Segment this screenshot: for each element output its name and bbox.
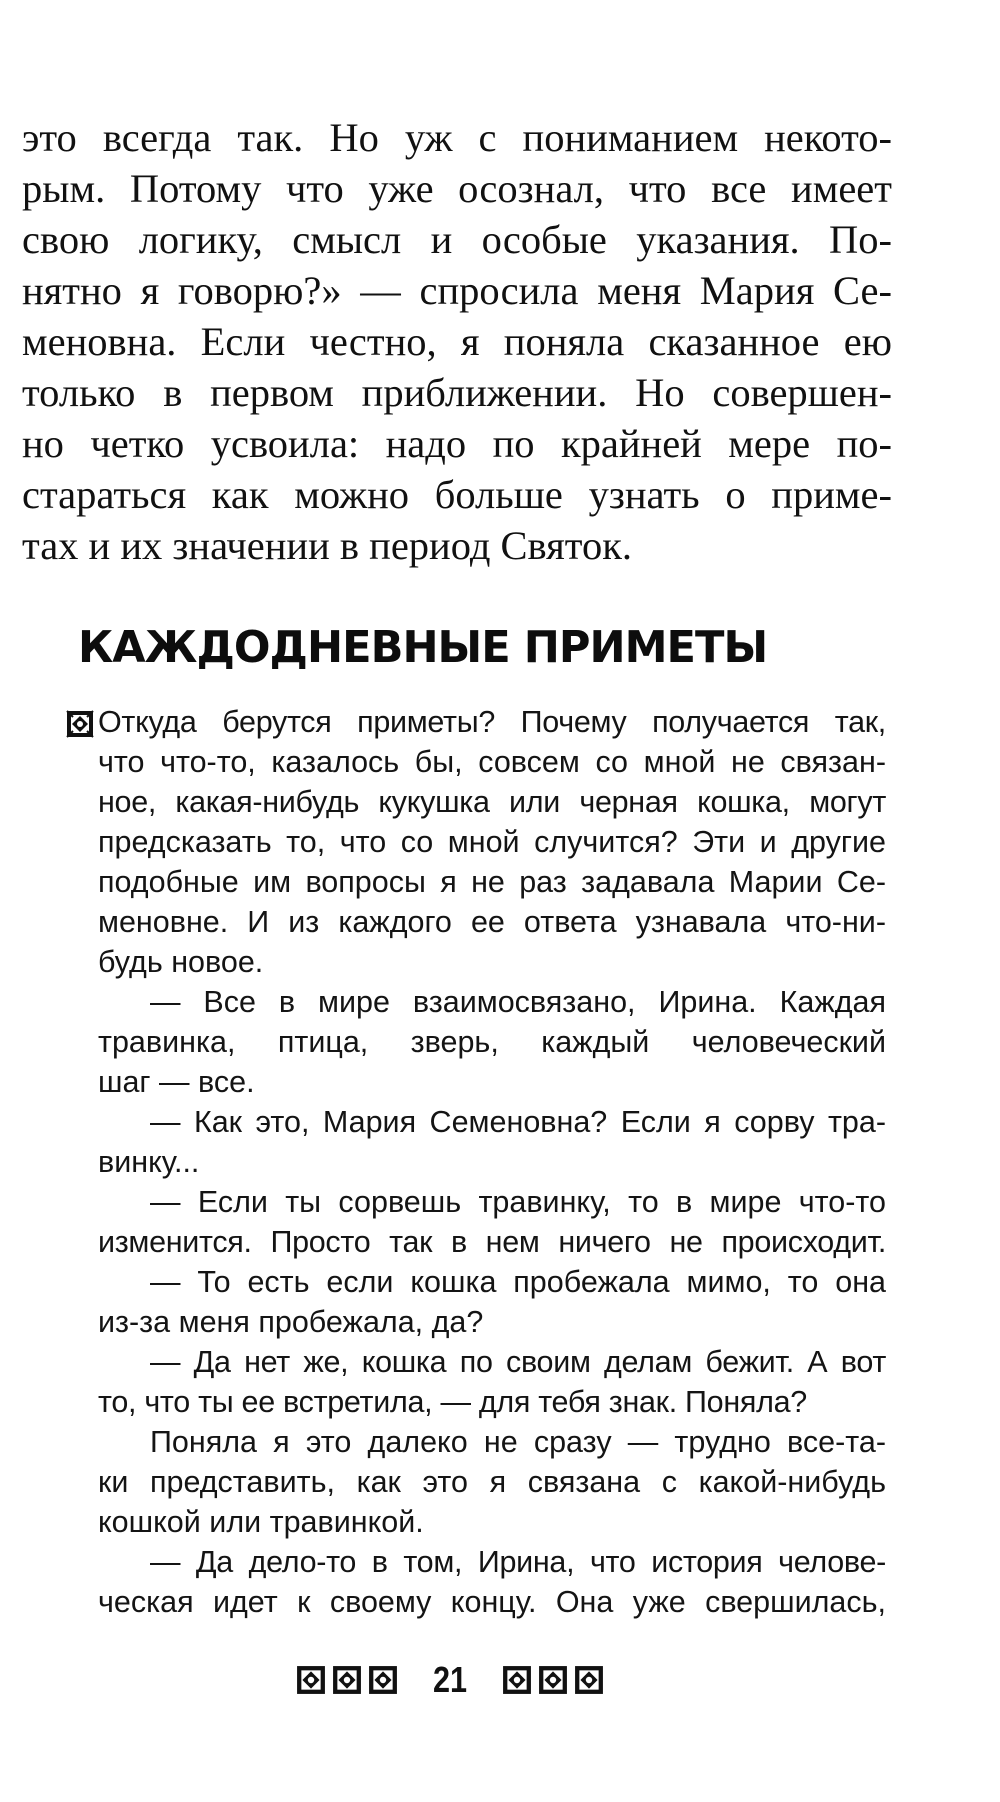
ornament-icon: [368, 1665, 398, 1695]
intro-paragraph: [22, 112, 892, 571]
text-line: из-за меня пробежала, да?: [98, 1305, 484, 1339]
section-heading: КАЖДОДНЕВНЫЕ ПРИМЕТЫ: [78, 622, 768, 673]
text-line: нятно я говорю?» — спросила меня Мария Се-: [22, 268, 892, 313]
text-line: ческая идет к своему концу. Она уже свершилась,: [98, 1585, 886, 1619]
text-line: меновне. И из каждого ее ответа узнавала что-ни-: [98, 905, 886, 939]
text-line: — Да дело-то в том, Ирина, что история челове-: [150, 1545, 886, 1579]
text-line: что что-то, казалось бы, совсем со мной не связан-: [98, 745, 886, 779]
text-line: — Все в мире взаимосвязано, Ирина. Каждая: [150, 985, 886, 1019]
text-line: кошкой или травинкой.: [98, 1505, 424, 1539]
ornament-icon: [538, 1665, 568, 1695]
text-line: травинка, птица, зверь, каждый человеческий: [98, 1025, 886, 1059]
text-line: но четко усвоила: надо по крайней мере по-: [22, 421, 892, 466]
page-number: 21: [432, 1659, 468, 1700]
text-line: это всегда так. Но уж с пониманием некото-: [22, 115, 892, 160]
text-line: ки представить, как это я связана с какой-нибудь: [98, 1465, 886, 1499]
text-line: Поняла я это далеко не сразу — трудно все-та-: [150, 1425, 886, 1459]
text-line: Откуда берутся приметы? Почему получается так,: [98, 705, 886, 739]
page-footer: [270, 1658, 630, 1702]
text-line: свою логику, смысл и особые указания. По-: [22, 217, 892, 262]
text-line: предсказать то, что со мной случится? Эти и другие: [98, 825, 886, 859]
text-line: только в первом приближении. Но совершен-: [22, 370, 892, 415]
text-line: то, что ты ее встретила, — для тебя знак. Поняла?: [98, 1385, 807, 1419]
ornament-icon: [332, 1665, 362, 1695]
text-line: меновна. Если честно, я поняла сказанное ею: [22, 319, 892, 364]
text-line: подобные им вопросы я не раз задавала Марии Се-: [98, 865, 886, 899]
text-line: — Да нет же, кошка по своим делам бежит. А вот: [150, 1345, 886, 1379]
ornament-icon: [574, 1665, 604, 1695]
text-line: будь новое.: [98, 945, 264, 979]
ornament-icon: [66, 710, 94, 738]
text-line: — То есть если кошка пробежала мимо, то она: [150, 1265, 886, 1299]
text-line: тах и их значении в период Святок.: [22, 523, 632, 568]
text-line: — Как это, Мария Семеновна? Если я сорву тра-: [150, 1105, 886, 1139]
text-line: — Если ты сорвешь травинку, то в мире что-то: [150, 1185, 886, 1219]
text-line: винку...: [98, 1145, 200, 1179]
text-line: стараться как можно больше узнать о приме-: [22, 472, 892, 517]
section-body: [98, 702, 886, 1622]
text-line: шаг — все.: [98, 1065, 255, 1099]
ornament-icon: [502, 1665, 532, 1695]
text-line: рым. Потому что уже осознал, что все имеет: [22, 166, 892, 211]
text-line: изменится. Просто так в нем ничего не происходит.: [98, 1225, 886, 1259]
ornament-icon: [296, 1665, 326, 1695]
text-line: ное, какая-нибудь кукушка или черная кошка, могут: [98, 785, 886, 819]
